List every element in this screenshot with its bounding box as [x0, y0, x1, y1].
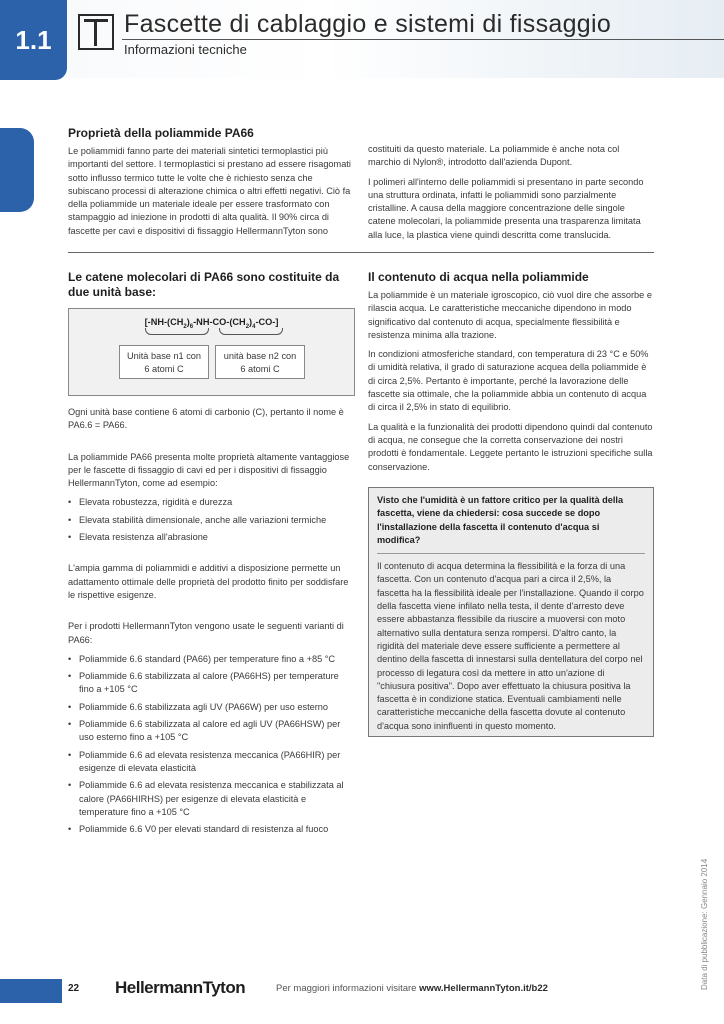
list-item: • Poliammide 6.6 ad elevata resistenza meccanica e stabilizzata al calore (PA66HIRHS) per esigenze di elevata elasticità e temperature fino a +105 °C — [68, 779, 353, 819]
header-divider — [122, 39, 724, 40]
list-item: • Elevata robustezza, rigidità e durezza — [68, 496, 353, 509]
tie-icon — [78, 14, 114, 50]
callout-box — [368, 487, 654, 737]
section-divider — [68, 252, 654, 253]
page-number: 22 — [68, 983, 80, 994]
properties-intro: La poliammide PA66 presenta molte proprietà altamente vantaggiose per le fascette di fissaggio di cavi ed per i dispositivi di fissaggio HellermannTyton, come ad esempio: — [68, 451, 350, 489]
list-item: • Poliammide 6.6 stabilizzata al calore ed agli UV (PA66HSW) per uso esterno fino a +105 °C — [68, 718, 353, 745]
publication-date: Data di pubblicazione: Gennaio 2014 — [700, 858, 709, 990]
formula-text: $[-NH-(CH_2)_6-NH-CO-(CH_2)_4-CO-]$ — [144, 317, 279, 330]
list-item: • Poliammide 6.6 ad elevata resistenza meccanica (PA66HIR) per esigenze di elevata elasticità — [68, 749, 353, 776]
list-item: • Poliammide 6.6 V0 per elevati standard di resistenza al fuoco — [68, 823, 353, 836]
intro-right-p1: costituiti da questo materiale. La poliammide è anche nota col marchio di Nylon®, introdotto dall'azienda Dupont. — [368, 144, 620, 168]
properties-list — [68, 496, 353, 544]
water-column — [368, 270, 654, 480]
intro-heading: Proprietà della poliammide PA66 — [68, 126, 254, 140]
variants-list — [68, 653, 353, 837]
intro-left-column — [68, 126, 353, 244]
list-item: • Elevata stabilità dimensionale, anche alle variazioni termiche — [68, 514, 353, 527]
list-item: • Poliammide 6.6 stabilizzata agli UV (PA66W) per uso esterno — [68, 701, 353, 714]
variants-intro: Per i prodotti HellermannTyton vengono usate le seguenti varianti di PA66: — [68, 621, 344, 645]
water-p2: In condizioni atmosferiche standard, con temperatura di 23 °C e 50% di umidità relativa, il grado di saturazione acquea della poliammide è di circa 2,5%. Pertanto è importante, perché la lavorazione delle fascette sia ottimale, che la poliammide abbia un contenuto di acqua di circa il 2,5% in stato di equilibrio. — [368, 349, 649, 413]
footer-bar — [0, 979, 62, 1003]
unit-box-1: Unità base n1 con 6 atomi C — [119, 345, 209, 379]
water-p3: La qualità e la funzionalità dei prodotti dipendono quindi dal contenuto di acqua, ne consegue che la corretta conservazione dei nostri prodotti è fondamentale. Leggete pertanto le istruzioni specifiche sulla conservazione. — [368, 421, 653, 472]
molecular-note: Ogni unità base contiene 6 atomi di carbonio (C), pertanto il nome è PA6.6 = PA66. — [68, 407, 344, 431]
page-title: Fascette di cablaggio e sistemi di fissaggio — [124, 10, 612, 38]
footer-url-link[interactable]: www.HellermannTyton.it/b22 — [419, 983, 548, 994]
range-text: L'ampia gamma di poliammidi e additivi a disposizione permette un adattamento ottimale delle proprietà del prodotto finito per soddisfare le rispettive esigenze. — [68, 563, 349, 600]
side-tab — [0, 128, 34, 212]
intro-right-p2: I polimeri all'interno delle poliammidi si presentano in parte secondo una struttura ordinata, infatti le poliammidi sono parzialmente cristalline. A causa della maggiore concentrazione delle singole catene molecolari, la poliammide presenta una trasparenza limitata alla luce, la plastica viene quindi descritta come translucida. — [368, 176, 644, 240]
intro-right-column — [368, 143, 654, 248]
intro-left-text: Le poliammidi fanno parte dei materiali sintetici termoplastici più importanti del settore. I termoplastici si prestano ad essere risagomati sotto influsso termico tutte le volte che è richiesto senza che subiscano processi di alterazione chimica o altri effetti negativi. Ciò fa della poliammide un materiale ideale per essere trasformato con stampaggio ad iniezione in prodotti di alta qualità. Il 90% circa di fascette per cavi e dispositivi di fissaggio HellermannTyton sono — [68, 146, 351, 236]
water-heading: Il contenuto di acqua nella poliammide — [368, 270, 589, 284]
molecular-column — [68, 270, 353, 846]
footer-info: Per maggiori informazioni visitare www.HellermannTyton.it/b22 — [276, 983, 548, 994]
callout-question: Visto che l'umidità è un fattore critico per la qualità della fascetta, viene da chiedersi: cosa succede se dopo l'installazione della fascetta il contenuto d'acqua si modifica? — [377, 495, 624, 545]
list-item: • Poliammide 6.6 standard (PA66) per temperature fino a +85 °C — [68, 653, 353, 666]
molecular-heading: Le catene molecolari di PA66 sono costituite da due unità base: — [68, 270, 340, 299]
list-item: • Poliammide 6.6 stabilizzata al calore (PA66HS) per temperature fino a +105 °C — [68, 670, 353, 697]
brace-unit2 — [219, 328, 283, 335]
formula-diagram — [68, 308, 355, 396]
brace-unit1 — [145, 328, 209, 335]
list-item: • Elevata resistenza all'abrasione — [68, 531, 353, 544]
unit-box-2: unità base n2 con 6 atomi C — [215, 345, 305, 379]
brand-logo: HellermannTyton — [115, 978, 246, 997]
water-p1: La poliammide è un materiale igroscopico, ciò vuol dire che assorbe e rilascia acqua. Le caratteristiche meccaniche dipendono in modo significativo dal contenuto di acqua, specialmente flessibilità e resistenza minima alla trazione. — [368, 290, 652, 340]
page-subtitle: Informazioni tecniche — [124, 42, 247, 57]
chapter-tab: 1.1 — [0, 0, 67, 80]
callout-answer: Il contenuto di acqua determina la flessibilità e la forza di una fascetta. Con un contenuto d'acqua pari a circa il 2,5%, la fascetta ha la flessibilità ideale per l'installazione. Quando il corpo della fascetta viene infilato nella testa, il dente d'arresto deve essere abbastanza flessibile da riuscire a muoversi con moto alternativo sulla dentatura senza rompersi. D'altro canto, la rigidità del materiale deve essere sufficiente a permettere al dentino della fascetta di innestarsi sulla dentellatura del corpo nel processo di legatura così da mettere in atto un'azione di "chiusura positiva". Dopo aver effettuato la chiusura positiva la fascetta è in condizione statica. Eventuali cambiamenti nelle caratteristiche meccaniche della fascetta dovute al contenuto d'acqua sono ininfluenti in questo momento. — [377, 561, 644, 731]
